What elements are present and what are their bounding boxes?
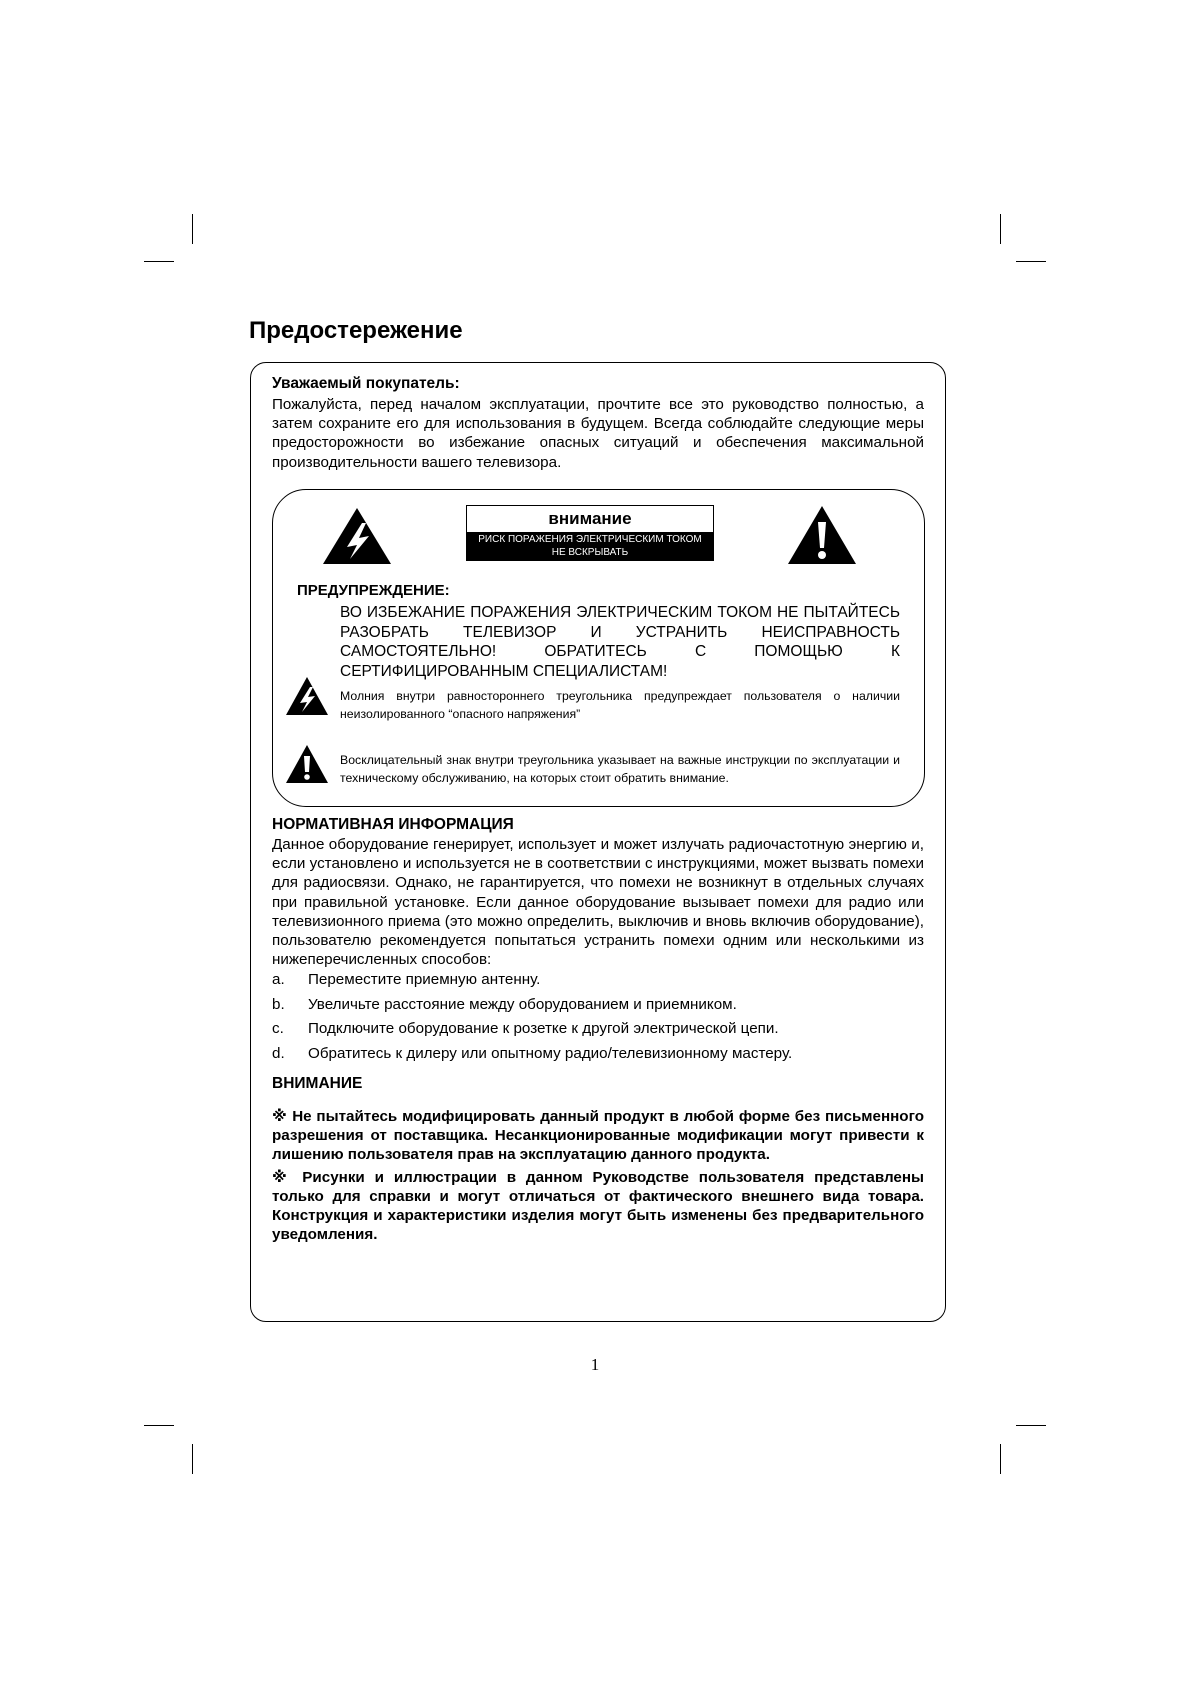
crop-mark-top-right-h: [1016, 261, 1046, 262]
attention-note-2: ※ Рисунки и иллюстрации в данном Руководстве пользователя представлены только для справки и могут отличаться от фактического внешнего вида товара. Конструкция и характеристики изделия могут быть изменены без предварительного уведомления.: [272, 1169, 924, 1243]
list-item-text: Переместите приемную антенну.: [308, 971, 541, 988]
lightning-symbol-icon: [285, 676, 329, 716]
list-item-marker: d.: [272, 1044, 285, 1062]
caution-label-subtext: [467, 532, 713, 560]
warning-heading: ПРЕДУПРЕЖДЕНИЕ:: [297, 582, 450, 599]
caution-label-title: внимание: [548, 509, 632, 528]
attention-heading: ВНИМАНИЕ: [272, 1075, 363, 1092]
list-item-marker: c.: [272, 1020, 284, 1037]
crop-mark-bottom-right-v: [1000, 1444, 1001, 1474]
regulatory-section: [272, 815, 924, 969]
regulatory-heading: НОРМАТИВНАЯ ИНФОРМАЦИЯ: [272, 816, 514, 833]
greeting-text: Пожалуйста, перед началом эксплуатации, прочтите все это руководство полностью, а затем сохраните его для использования в будущем. Всегда соблюдайте следующие меры предосторожности во избежание опасных ситуаций и обеспечения максимальной производительности вашего телевизора.: [272, 396, 924, 471]
exclamation-symbol-text: Восклицательный знак внутри треугольника указывает на важные инструкции по эксплуатации и техническому обслуживанию, на которых стоит обратить внимание.: [340, 753, 900, 785]
regulatory-text: Данное оборудование генерирует, использует и может излучать радиочастотную энергию и, если установлено и используется не в соответствии с инструкциями, может вызвать помехи для радиосвязи. Однако, не гарантируется, что помехи не возникнут в отдельных случаях при правильной установке. Если данное оборудование вызывает помехи для радио или телевизионного приема (это можно определить, выключив и вновь включив оборудование), пользователю рекомендуется попытаться устранить помехи одним или несколькими из нижеперечисленных способов:: [272, 836, 924, 969]
list-item-marker: b.: [272, 995, 285, 1013]
attention-note-1: ※ Не пытайтесь модифицировать данный продукт в любой форме без письменного разрешения от поставщика. Несанкционированные модификации могут привести к лишению пользователя прав на эксплуатацию данного продукта.: [272, 1108, 924, 1163]
list-item-marker: a.: [272, 971, 285, 988]
caution-label-line2: НЕ ВСКРЫВАТЬ: [551, 547, 629, 558]
page-title: Предостережение: [249, 317, 463, 344]
crop-mark-top-left-h: [144, 261, 174, 262]
caution-label-line1: РИСК ПОРАЖЕНИЯ ЭЛЕКТРИЧЕСКИМ ТОКОМ: [478, 534, 702, 545]
crop-mark-bottom-right-h: [1016, 1425, 1046, 1426]
crop-mark-top-left-v: [192, 214, 193, 244]
caution-label: [466, 505, 714, 561]
lightning-symbol-text: Молния внутри равностороннего треугольника предупреждает пользователя о наличии неизолированного “опасного напряжения”: [340, 689, 900, 721]
exclamation-warning-icon: [787, 505, 857, 565]
greeting-heading: Уважаемый покупатель:: [272, 375, 460, 392]
list-item-text: Подключите оборудование к розетке к другой электрической цепи.: [308, 1020, 779, 1037]
crop-mark-bottom-left-v: [192, 1444, 193, 1474]
attention-section: [272, 1074, 924, 1244]
crop-mark-bottom-left-h: [144, 1425, 174, 1426]
crop-mark-top-right-v: [1000, 214, 1001, 244]
lightning-warning-icon: [322, 507, 392, 565]
list-item-text: Увеличьте расстояние между оборудованием и приемником.: [308, 995, 737, 1013]
warning-text: ВО ИЗБЕЖАНИЕ ПОРАЖЕНИЯ ЭЛЕКТРИЧЕСКИМ ТОКОМ НЕ ПЫТАЙТЕСЬ РАЗОБРАТЬ ТЕЛЕВИЗОР И УСТРАНИТЬ НЕИСПРАВНОСТЬ САМОСТОЯТЕЛЬНО! ОБРАТИТЕСЬ С ПОМОЩЬЮ К СЕРТИФИЦИРОВАННЫМ СПЕЦИАЛИСТАМ!: [340, 604, 900, 680]
page-number: 1: [590, 1355, 600, 1374]
list-item-text: Обратитесь к дилеру или опытному радио/телевизионному мастеру.: [308, 1044, 793, 1062]
greeting-section: [272, 374, 924, 472]
exclamation-symbol-icon: [285, 744, 329, 784]
